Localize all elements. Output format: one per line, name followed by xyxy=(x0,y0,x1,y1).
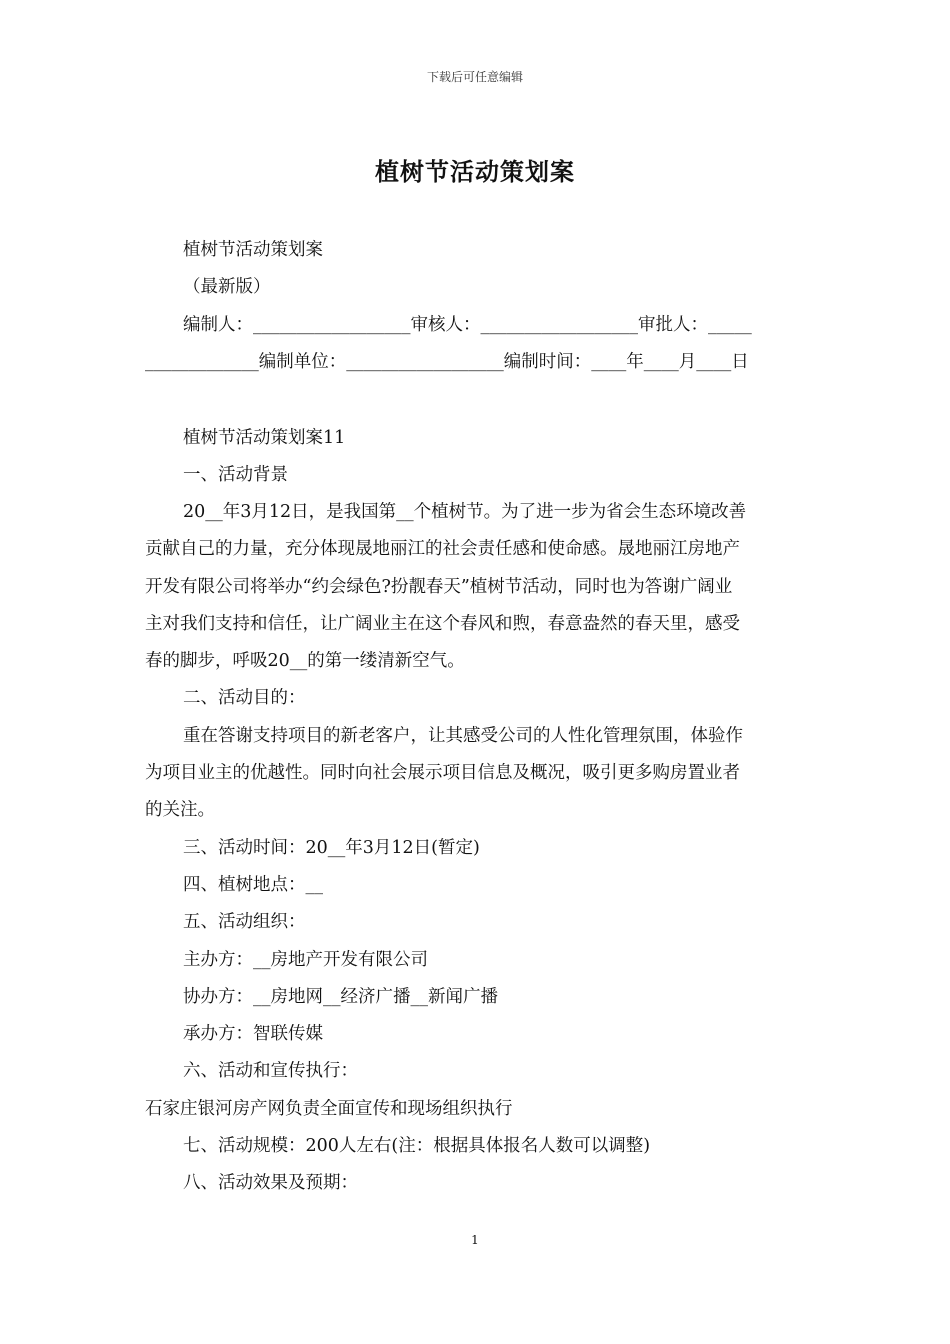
section-6-heading: 六、活动和宣传执行： xyxy=(183,1061,358,1081)
doc-heading: 植树节活动策划案11 xyxy=(183,428,346,448)
document-title: 植树节活动策划案 xyxy=(375,157,575,186)
section-5-co-organizer: 协办方：__房地网__经济广播__新闻广播 xyxy=(183,987,498,1007)
section-8-heading: 八、活动效果及预期： xyxy=(183,1173,358,1193)
section-3-time: 三、活动时间：20__年3月12日(暂定) xyxy=(183,838,480,858)
section-2-paragraph-line: 的关注。 xyxy=(145,800,215,820)
section-6-paragraph: 石家庄银河房产网负责全面宣传和现场组织执行 xyxy=(145,1099,513,1119)
section-7-scale: 七、活动规模：200人左右(注：根据具体报名人数可以调整) xyxy=(183,1136,651,1156)
section-5-heading: 五、活动组织： xyxy=(183,912,306,932)
page-header: 下载后可任意编辑 xyxy=(426,70,523,84)
section-5-organizer: 承办方：智联传媒 xyxy=(183,1024,323,1044)
section-5-host: 主办方：__房地产开发有限公司 xyxy=(183,950,428,970)
section-4-location: 四、植树地点：__ xyxy=(183,875,323,895)
cover-edition: （最新版） xyxy=(183,277,271,297)
page-number: 1 xyxy=(471,1233,479,1247)
cover-signoff-line-2: _____________编制单位：__________________编制时间：____年____月____日 xyxy=(145,352,749,372)
section-1-paragraph-line: 主对我们支持和信任，让广阔业主在这个春风和煦，春意盎然的春天里，感受 xyxy=(145,614,740,634)
cover-signoff-line-1: 编制人：__________________审核人：__________________审批人：_____ xyxy=(183,315,752,335)
section-1-heading: 一、活动背景 xyxy=(183,465,288,485)
section-1-paragraph-line: 贡献自己的力量，充分体现晟地丽江的社会责任感和使命感。晟地丽江房地产 xyxy=(145,539,740,559)
section-1-paragraph-line: 春的脚步，呼吸20__的第一缕清新空气。 xyxy=(145,651,465,671)
section-1-paragraph-line: 20__年3月12日，是我国第__个植树节。为了进一步为省会生态环境改善 xyxy=(183,502,747,522)
section-2-paragraph-line: 为项目业主的优越性。同时向社会展示项目信息及概况，吸引更多购房置业者 xyxy=(145,763,740,783)
section-1-paragraph-line: 开发有限公司将举办“约会绿色?扮靓春天”植树节活动，同时也为答谢广阔业 xyxy=(145,577,733,597)
cover-subtitle: 植树节活动策划案 xyxy=(183,240,323,260)
section-2-heading: 二、活动目的： xyxy=(183,688,306,708)
section-2-paragraph-line: 重在答谢支持项目的新老客户，让其感受公司的人性化管理氛围，体验作 xyxy=(183,726,743,746)
